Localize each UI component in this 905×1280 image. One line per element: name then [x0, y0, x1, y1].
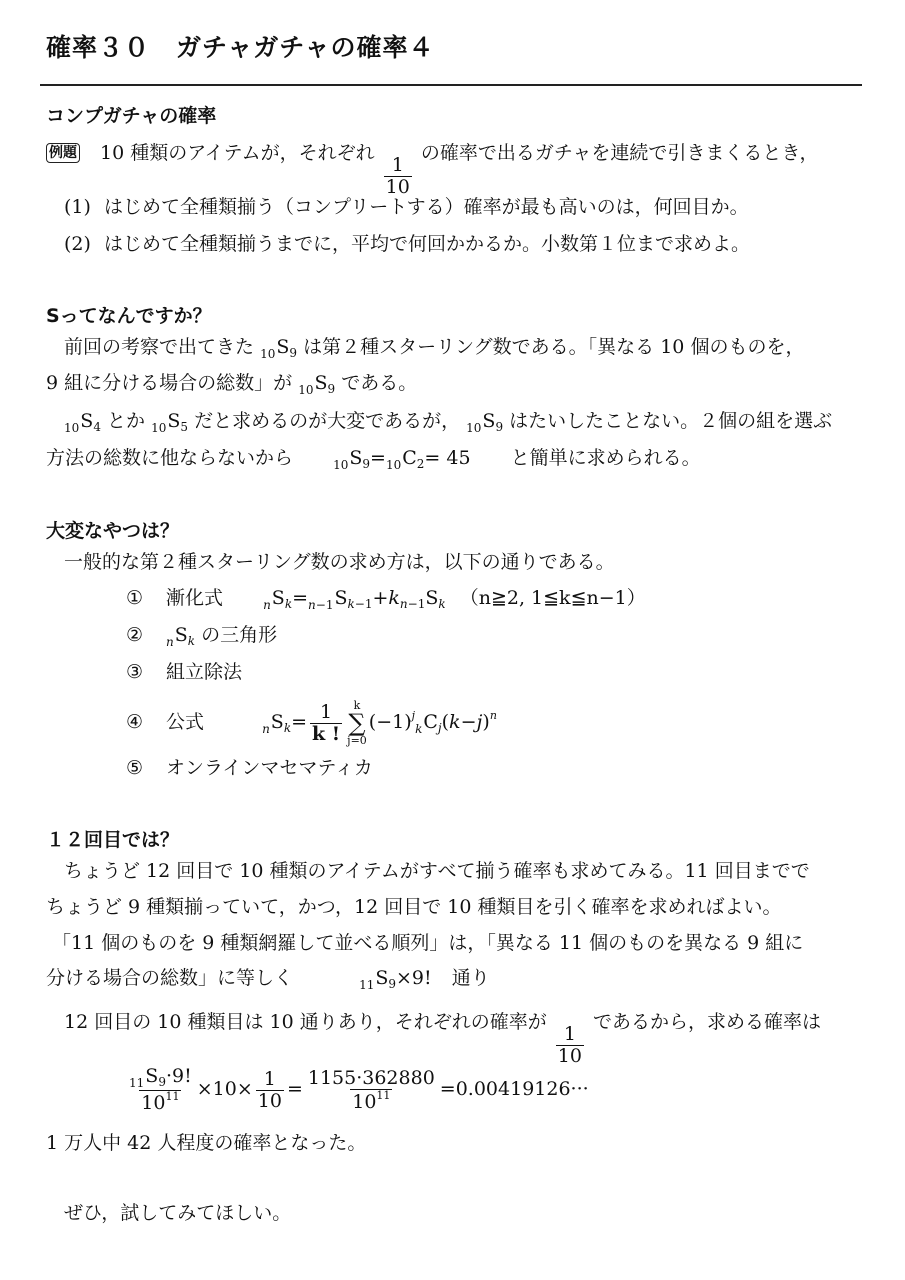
- fraction-one-tenth: $\frac{1}{10}$: [385, 154, 410, 198]
- paragraph-line: 12 回目の 10 種類目は 10 通りあり，それぞれの確率が $\frac{1}{10}$ であるから，求める確率は: [64, 1011, 822, 1067]
- paragraph-line: 前回の考察で出てきた $_{10}S_9$ は第２種スターリング数である。「異なる 10 個のものを，: [64, 336, 805, 361]
- closing-text: ぜひ，試してみてほしい。: [64, 1202, 292, 1224]
- probability-equation: $\frac{_{11}S_9\cdot 9!}{10^{11}}$ ×10× $\frac{1}{10}$ = $\frac{1155\cdot 362880}{10^{11}}$ =0.00419126···: [129, 1065, 589, 1115]
- permutation-expression: $_{11}S_9\times 9$!: [359, 967, 432, 992]
- problem-text-pre: 10 種類のアイテムが，それぞれ: [100, 142, 375, 164]
- question-1: (1) はじめて全種類揃う（コンプリートする）確率が最も高いのは，何回目か。: [64, 196, 749, 218]
- paragraph-line: 一般的な第２種スターリング数の求め方は，以下の通りである。: [64, 551, 615, 573]
- section-heading-12th: １２回目では？: [46, 829, 180, 851]
- stirling-10-5: $_{10}S_5$: [151, 410, 189, 435]
- method-item-formula: ④ 公式 $_nS_k=$ $\frac{1}{k !}$ k ∑ j=0 $(-1)^j_kC_j(k-j)^n$: [126, 699, 497, 747]
- section-heading-comp-gacha: コンプガチャの確率: [46, 105, 217, 127]
- problem-text-post: の確率で出るガチャを連続で引きまくるとき，: [420, 142, 819, 164]
- section-heading-hard-ones: 大変なやつは？: [46, 520, 180, 542]
- explicit-formula: $_nS_k=$ $\frac{1}{k !}$ k ∑ j=0 $(-1)^j_kC_j(k-j)^n$: [262, 699, 497, 747]
- question-2: (2) はじめて全種類揃うまでに，平均で何回かかるか。小数第１位まで求めよ。: [64, 233, 751, 255]
- section-heading-what-is-s: Sってなんですか？: [46, 305, 212, 327]
- paragraph-line: ちょうど 12 回目で 10 種類のアイテムがすべて揃う確率も求めてみる。11 回目までで: [64, 860, 810, 882]
- stirling-10-9: $_{10}S_9$: [466, 410, 504, 435]
- paragraph-line: 方法の総数に他ならないから $_{10}S_9=_{10}C_2= 45$ と簡単に求められる。: [46, 447, 701, 472]
- recurrence-formula: $_nS_k=_{n-1}S_{k-1}+k_{n-1}S_k$: [263, 587, 446, 612]
- example-badge: 例題: [46, 143, 80, 163]
- page-title: 確率３０ ガチャガチャの確率４: [46, 33, 435, 62]
- equation-s10-9: $_{10}S_9=_{10}C_2= 45$: [333, 447, 471, 472]
- paragraph-line: 「11 個のものを 9 種類網羅して並べる順列」は，「異なる 11 個のものを異なる 9 組に: [52, 932, 804, 954]
- method-item-online: ⑤ オンラインマセマティカ: [126, 757, 373, 779]
- stirling-10-4: $_{10}S_4$: [64, 410, 101, 435]
- method-item-triangle: ② $_nS_k$ の三角形: [126, 624, 278, 649]
- method-item-synthetic-division: ③ 組立除法: [126, 661, 243, 683]
- paragraph-line: $_{10}S_4$ とか $_{10}S_5$ だと求めるのが大変であるが， $_{10}S_9$ はたいしたことない。２個の組を選ぶ: [64, 410, 833, 435]
- title-divider: [40, 84, 862, 86]
- paragraph-line: 9 組に分ける場合の総数」が $_{10}S_9$ である。: [46, 372, 418, 397]
- stirling-10-9: $_{10}S_9$: [260, 336, 298, 361]
- method-item-recurrence: ① 漸化式 $_nS_k=_{n-1}S_{k-1}+k_{n-1}S_k$ （n≧2, 1≦k≦n−1）: [126, 587, 646, 612]
- stirling-10-9: $_{10}S_9$: [298, 372, 336, 397]
- paragraph-line: 分ける場合の総数」に等しく $_{11}S_9\times 9$! 通り: [46, 967, 490, 992]
- conclusion-text: 1 万人中 42 人程度の確率となった。: [46, 1132, 367, 1154]
- fraction-one-tenth: $\frac{1}{10}$: [557, 1023, 582, 1067]
- example-problem: [46, 143, 819, 198]
- paragraph-line: ちょうど 9 種類揃っていて，かつ，12 回目で 10 種類目を引く確率を求めればよい。: [46, 896, 782, 918]
